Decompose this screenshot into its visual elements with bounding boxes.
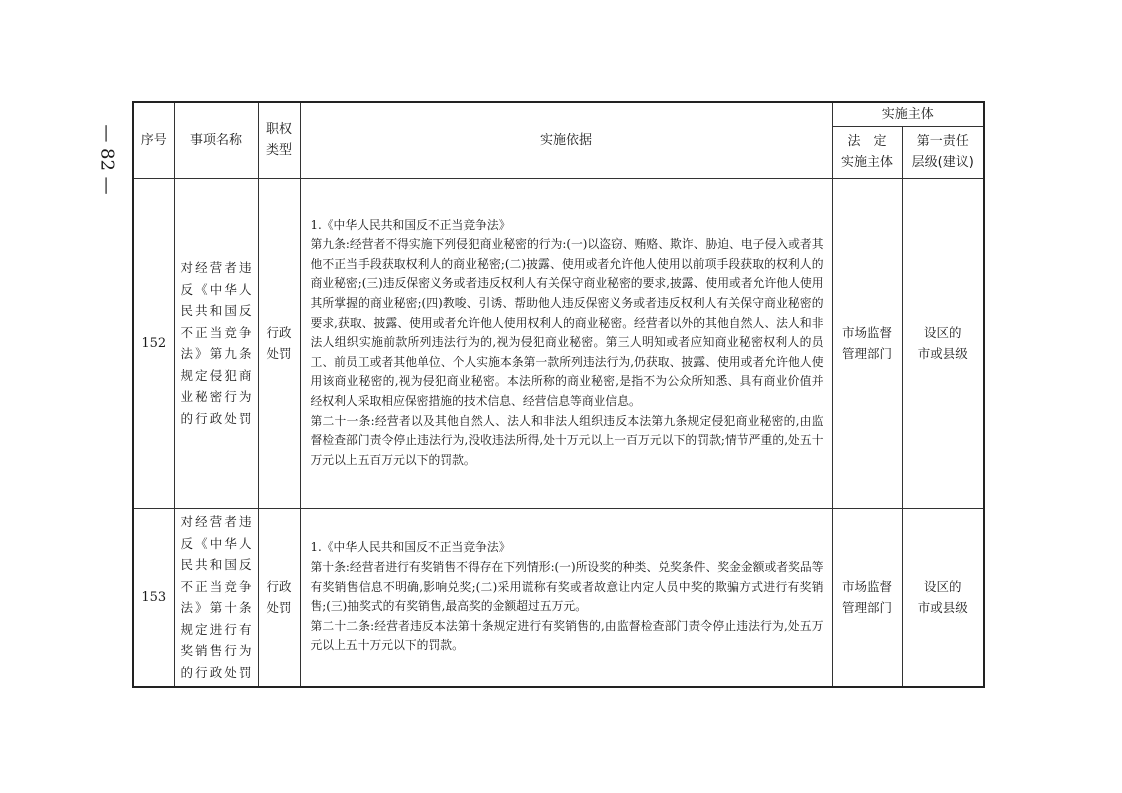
first-level-line: 设区的 xyxy=(924,579,962,595)
row-item-name xyxy=(174,178,258,508)
header-type-line2: 类型 xyxy=(265,143,292,159)
row-authority-type xyxy=(258,508,300,687)
item-name-line: 民共和国反 xyxy=(180,557,252,573)
header-seq: 序号 xyxy=(133,102,174,178)
header-subject: 实施主体 xyxy=(832,102,984,126)
first-level-line: 设区的 xyxy=(924,325,962,340)
header-type xyxy=(258,102,300,178)
authority-type-line: 处罚 xyxy=(266,346,292,361)
authority-type-line: 行政 xyxy=(266,578,292,594)
item-name-line: 法》第十条 xyxy=(180,600,252,616)
item-name-line: 的行政处罚 xyxy=(180,410,252,426)
table-header xyxy=(133,102,984,178)
item-name-line: 不正当竞争 xyxy=(180,578,252,594)
item-name-line: 反《中华人 xyxy=(180,281,252,297)
regulation-table xyxy=(132,101,985,688)
header-type-line1: 职权 xyxy=(265,122,292,138)
basis-article: 第十条:经营者进行有奖销售不得存在下列情形:(一)所设奖的种类、兑奖条件、奖金金额或者奖品等有奖销售信息不明确,影响兑奖;(二)采用谎称有奖或者故意让内定人员中奖的欺骗方式进行有奖销售;(三)抽奖式的有奖销售,最高奖的金额超过五万元。 xyxy=(310,560,824,614)
row-first-level xyxy=(902,508,984,687)
page-number-text: — 82 — xyxy=(96,123,118,195)
item-name-line: 不正当竞争 xyxy=(180,324,252,340)
item-name-line: 民共和国反 xyxy=(180,303,252,318)
header-first-level xyxy=(902,126,984,178)
legal-subject-line: 管理部门 xyxy=(841,346,892,361)
header-legal-subject xyxy=(832,126,902,178)
table-row xyxy=(133,508,984,687)
table-row xyxy=(133,178,984,508)
header-name: 事项名称 xyxy=(174,102,258,178)
legal-subject-line: 管理部门 xyxy=(841,600,892,616)
page-number xyxy=(92,118,122,200)
row-basis xyxy=(300,178,832,508)
header-legal-line2: 实施主体 xyxy=(840,155,893,170)
authority-type-line: 处罚 xyxy=(266,600,292,616)
basis-law-title: 1.《中华人民共和国反不正当竞争法》 xyxy=(310,540,511,555)
item-name-line: 法》第九条 xyxy=(180,346,252,361)
item-name-line: 反《中华人 xyxy=(180,535,252,551)
row-basis xyxy=(300,508,832,687)
row-seq: 153 xyxy=(133,508,174,687)
row-authority-type xyxy=(258,178,300,508)
row-first-level xyxy=(902,178,984,508)
basis-article: 第九条:经营者不得实施下列侵犯商业秘密的行为:(一)以盗窃、贿赂、欺诈、胁迫、电子侵入或者其他不正当手段获取权利人的商业秘密;(二)披露、使用或者允许他人使用以前项手段获取的权利人的商业秘密;(三)违反保密义务或者违反权利人有关保守商业秘密的要求,披露、使用或者允许他人使用其所掌握的商业秘密;(四)教唆、引诱、帮助他人违反保密义务或者违反权利人有关保守商业秘密的要求,获取、披露、使用或者允许他人使用权利人的商业秘密。经营者以外的其他自然人、法人和非法人组织实施前款所列违法行为的,视为侵犯商业秘密。第三人明知或者应知商业秘密权利人的员工、前员工或者其他单位、个人实施本条第一款所列违法行为,仍获取、披露、使用或者允许他人使用该商业秘密的,视为侵犯商业秘密。本法所称的商业秘密,是指不为公众所知悉、具有商业价值并经权利人采取相应保密措施的技术信息、经营信息等商业信息。 xyxy=(310,237,824,408)
header-first-line1: 第一责任 xyxy=(916,134,969,149)
basis-article: 第二十一条:经营者以及其他自然人、法人和非法人组织违反本法第九条规定侵犯商业秘密的,由监督检查部门责令停止违法行为,没收违法所得,处十万元以上一百万元以下的罚款;情节严重的,处五十万元以上五百万元以下的罚款。 xyxy=(310,413,824,467)
item-name-line: 规定进行有 xyxy=(180,621,252,637)
row-item-name xyxy=(174,508,258,687)
row-legal-subject xyxy=(832,178,902,508)
authority-type-line: 行政 xyxy=(266,324,292,340)
item-name-line: 业秘密行为 xyxy=(180,389,252,404)
item-name-line: 规定侵犯商 xyxy=(180,367,252,383)
header-legal-line1: 法 定 xyxy=(847,134,887,149)
row-seq: 152 xyxy=(133,178,174,508)
first-level-line: 市或县级 xyxy=(917,346,968,361)
header-basis: 实施依据 xyxy=(300,102,832,178)
legal-subject-line: 市场监督 xyxy=(841,325,892,340)
row-legal-subject xyxy=(832,508,902,687)
header-first-line2: 层级(建议) xyxy=(911,155,974,170)
basis-law-title: 1.《中华人民共和国反不正当竞争法》 xyxy=(310,217,511,232)
basis-article: 第二十二条:经营者违反本法第十条规定进行有奖销售的,由监督检查部门责令停止违法行为,处五万元以上五十万元以下的罚款。 xyxy=(310,618,824,653)
first-level-line: 市或县级 xyxy=(917,600,968,616)
item-name-line: 的行政处罚 xyxy=(180,664,252,680)
item-name-line: 奖销售行为 xyxy=(180,643,252,659)
item-name-line: 对经营者违 xyxy=(180,260,252,275)
legal-subject-line: 市场监督 xyxy=(841,579,892,595)
item-name-line: 对经营者违 xyxy=(180,514,252,530)
